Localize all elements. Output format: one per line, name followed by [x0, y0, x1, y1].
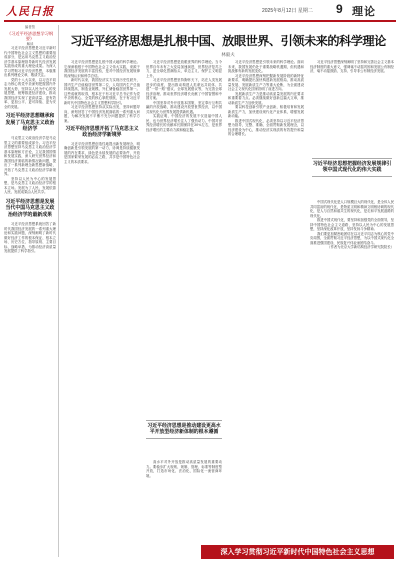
masthead-rule	[4, 20, 396, 22]
newspaper-logo: 人民日报	[6, 5, 54, 18]
left-paragraph: 习近平经济思想是习近平新时代中国特色社会主义思想的重要组成部分，是运用马克思主义政治经济学基本原理指导新时代经济发展实践形成的重大理论成果。为深入学习贯彻习近平经济思想，本版推出系列理论文章，敬请关注。	[4, 46, 56, 78]
article-column-4-top	[310, 60, 394, 150]
article-paragraph: 习近平经济思想是引领未来的科学理论。面向未来，我国发展仍处于重要战略机遇期，但机遇和挑战都有新的发展变化。	[228, 60, 304, 73]
left-paragraph: 党的十八大以来，以习近平同志为核心的党中央深刻把握国内外发展大势，坚持以人民为中心的发展思想，统筹推进经济建设，推动我国经济实现了更高质量、更有效率、更加公平、更可持续、更为安全的发展。	[4, 77, 56, 109]
bottom-banner: 深入学习贯彻习近平新时代中国特色社会主义思想	[201, 545, 394, 559]
pull-quote-box	[312, 158, 392, 177]
article-paragraph: 推进中国式现代化，必须坚持以习近平经济思想为指导，完整、准确、全面贯彻新发展理念，以经济建设为中心，推动经济实现质的有效提升和量的合理增长。	[228, 118, 304, 136]
series-subtitle: 解读	[26, 41, 34, 46]
pull-quote-box	[146, 420, 222, 439]
article-paragraph: 中国坚持对外开放基本国策，坚定奉行互利共赢的开放战略，推动建设开放型世界经济，以中国式现代化为世界发展提供新机遇。	[146, 100, 222, 114]
left-subhead: 习近平经济思想继承和发展了马克思主义政治经济学	[5, 113, 55, 132]
article-column-1	[64, 60, 140, 540]
editor-note-label: 编者按	[24, 25, 36, 29]
pull-quote-text: 习近平经济思想把握经济发展规律引领中国式现代化的伟大实践	[312, 161, 392, 174]
article-paragraph: 习近平经济思想是扎根中国大地的科学理论。它深深植根于中国特色社会主义伟大实践，来源于我国经济发展的丰富经验，是对中国经济发展规律的深刻认识和科学总结。	[64, 60, 140, 78]
article-column-3	[228, 60, 304, 540]
article-paragraph: 中国式现代化是人口规模巨大的现代化，是全体人民共同富裕的现代化，是物质文明和精神文明相协调的现代化，是人与自然和谐共生的现代化，是走和平发展道路的现代化。	[310, 200, 394, 218]
article-column-4	[310, 200, 394, 540]
article-paragraph: 推进中国式现代化，要坚持和加强党的全面领导，坚持中国特色社会主义道路，坚持以人民为中心的发展思想，坚持深化改革开放，坚持发扬斗争精神。	[310, 218, 394, 231]
article-byline: 林毅夫	[221, 53, 235, 58]
page-number: 9	[336, 2, 343, 16]
left-paragraph: 坚持以人民为中心的发展思想，是马克思主义政治经济学的根本立场。发展为了人民、发展依靠人民、发展成果由人民共享。	[4, 176, 56, 195]
series-title: 《习近平经济思想学习纲要》	[6, 30, 54, 41]
article-paragraph: 习近平经济思想深刻把握新发展阶段的新特征新要求，明确提出加快构建新发展格局、推动高质量发展、发展新质生产力等重大论断，为全面建设社会主义现代化国家指明了前进方向。	[228, 73, 304, 91]
article-paragraph: 习近平经济思想是放眼世界的科学理论。当今世界百年未有之大变局加速演进，世界经济复苏乏力，逆全球化思潮抬头，单边主义、保护主义明显上升。	[146, 60, 222, 78]
section-title: 理论	[352, 6, 376, 18]
article-paragraph: 习近平经济思想创造性地提出新发展理念，明确创新是引领发展的第一动力，协调是持续健康发展的内在要求，绿色是永续发展的必要条件，开放是国家繁荣发展的必由之路，共享是中国特色社会主义的本质要求。	[64, 141, 140, 164]
left-column	[4, 25, 56, 557]
left-paragraph: 马克思主义政治经济学是马克思主义的重要组成部分。习近平经济思想坚持马克思主义政治经济学基本原理和方法论，立足我国国情和发展实践，深入研究世界经济和我国经济面临的新情况新问题，提出了一系列新理念新思想新战略，开拓了马克思主义政治经济学新境界。	[4, 136, 56, 177]
article-headline: 习近平经济思想是扎根中国、放眼世界、引领未来的科学理论	[70, 34, 386, 48]
article-paragraph: 要以科技创新引领产业创新，积极培育和发展新质生产力，加快建设现代化产业体系，增强发展新动能。	[228, 105, 304, 118]
article-subhead: 习近平经济思想开拓了马克思主义政治经济学新境界	[65, 126, 139, 139]
column-divider	[58, 25, 59, 557]
publication-date: 2025年8月12日 星期二	[262, 8, 313, 14]
article-paragraph: 习近平经济思想深刻阐明了坚持和完善社会主义基本经济制度的重大意义，强调毫不动摇巩固和发展公有制经济，毫不动摇鼓励、支持、引导非公有制经济发展。	[310, 60, 394, 73]
article-paragraph: 新时代以来，我国经济实力实现历史性跃升，国内生产总值稳居世界第二位，人均国内生产总值持续提高，制造业规模、外汇储备稳居世界第一。这些成就的取得，根本在于有习近平总书记作为党中央的核心、全党的核心掌舵领航，在于有习近平新时代中国特色社会主义思想科学指引。	[64, 78, 140, 105]
article-paragraph: 习近平经济思想坚持从实际出发，坚持问题导向，深刻回答了中国经济发展面临的一系列重大问题，为解决发展不平衡不充分问题提供了科学方案。	[64, 105, 140, 123]
author-note: （作者为北京大学新结构经济学研究院院长）	[327, 245, 394, 249]
pull-quote-text: 习近平经济思想是推动建设更高水平开放型经济新体制的根本遵循	[147, 423, 221, 436]
article-paragraph: 习近平经济思想坚持胸怀天下，站在人类发展进步的高度，提出推动构建人类命运共同体、共建“一带一路”倡议、全球发展倡议等，为完善全球经济治理、推动世界经济增长贡献了中国智慧和中国方案。	[146, 78, 222, 100]
article-column-2-lower	[146, 460, 222, 540]
article-paragraph: 实践证明，中国经济的发展不仅造福中国人民，也为世界经济增长注入了强劲动力。中国对世界经济增长的贡献率长期保持在30%左右，是世界经济增长的主要动力源和稳定器。	[146, 114, 222, 132]
masthead	[0, 0, 400, 20]
left-subhead: 习近平经济思想是发展当代中国马克思主义政治经济学的最新成果	[5, 198, 55, 218]
article-paragraph: 我们要更加紧密地团结在以习近平同志为核心的党中央周围，全面贯彻习近平经济思想，为以中国式现代化全面推进强国建设、民族复兴伟业而团结奋斗。	[310, 231, 394, 245]
left-paragraph: 习近平经济思想系统回答了新时代我国经济发展的一系列重大理论和实践问题，深刻阐明了新时代做好经济工作的根本保证、根本立场、历史方位、指导原则、主要目标、战略举措，为推动经济高质量发展提供了科学指引。	[4, 222, 56, 254]
article-paragraph: 发展新质生产力是推动高质量发展的内在要求和重要着力点。必须继续做好创新这篇大文章，推动新质生产力加快发展。	[228, 91, 304, 105]
article-paragraph: 高水平对外开放是推动高质量发展的重要动力。要稳步扩大规则、规制、管理、标准等制度型开放，打造市场化、法治化、国际化一流营商环境。	[146, 460, 222, 478]
